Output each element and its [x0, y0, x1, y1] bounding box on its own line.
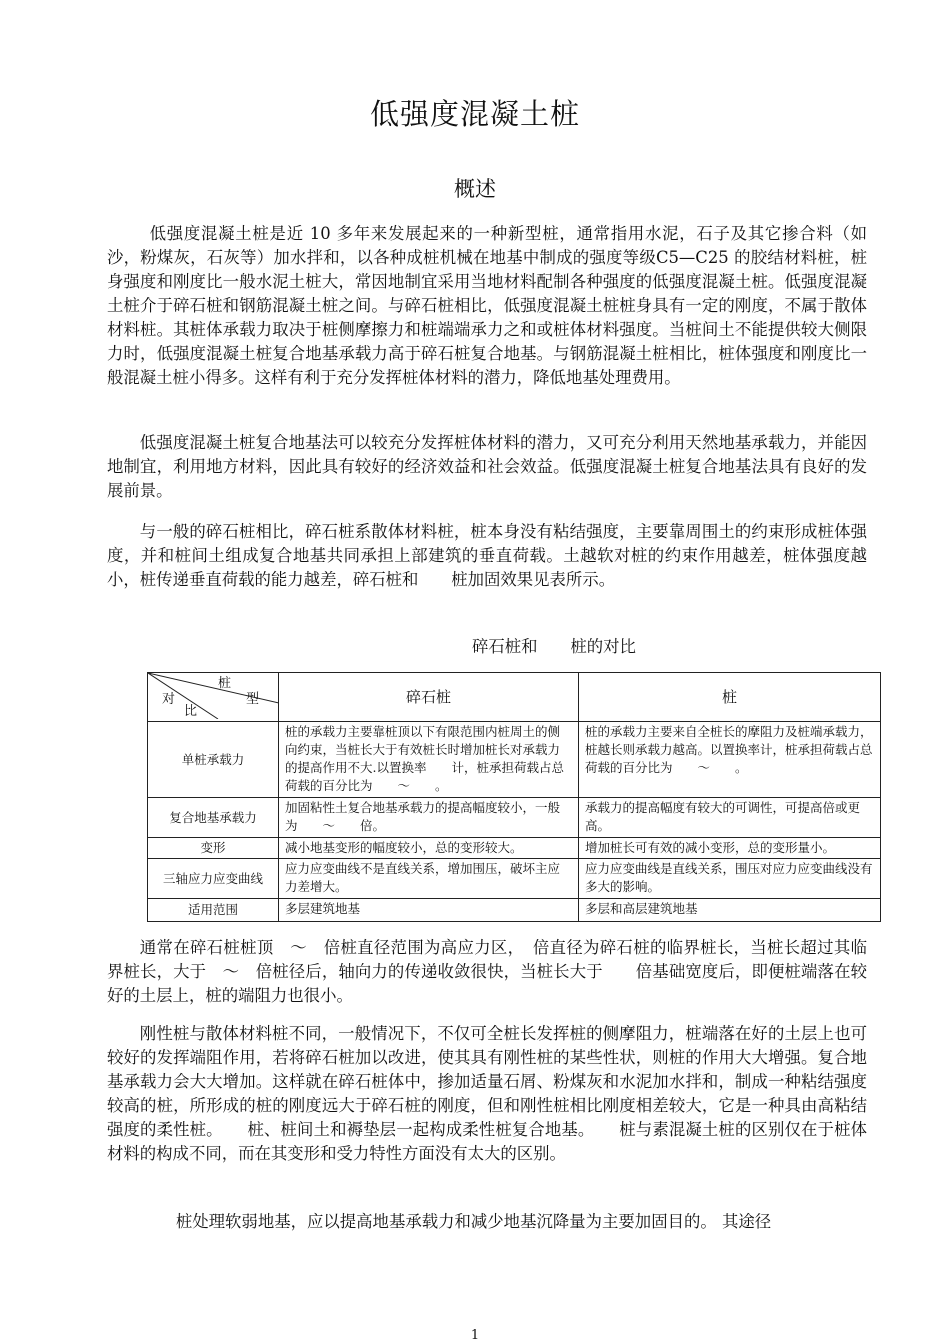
table-row — [148, 838, 881, 859]
corner-label-top: 桩 — [218, 676, 232, 691]
table-corner-cell — [148, 673, 279, 722]
corner-label-right: 型 — [246, 692, 260, 707]
paragraph-rigid-pile: 刚性桩与散体材料桩不同，一般情况下，不仅可全桩长发挥桩的侧摩阻力，桩端落在好的土层上也可较好的发挥端阻作用，若将碎石桩加以改进，使其具有刚性桩的某些性状，则桩的作用大大增强。复合地基承载力会大大增加。这样就在碎石桩体中，掺加适量石屑、粉煤灰和水泥加水拌和，制成一种粘结强度较高的桩，所形成的桩的刚度远大于碎石桩的刚度，但和刚性桩相比刚度相差较大，它是一种具由高粘结强度的柔性桩。 桩、桩间土和褥垫层一起构成柔性桩复合地基。 桩与素混凝土桩的区别仅在于桩体材料的构成不同，而在其变形和受力特性方面没有太大的区别。 — [107, 1024, 867, 1163]
cell-pile: 多层和高层建筑地基 — [579, 899, 881, 922]
cell-pile: 承载力的提高幅度有较大的可调性，可提高倍或更高。 — [579, 798, 881, 838]
cell-gravel-pile: 桩的承载力主要靠桩顶以下有限范围内桩周土的侧向约束，当桩长大于有效桩长时增加桩长对承载力的提高作用不大.以置换率 计，桩承担荷载占总荷载的百分比为 ～ 。 — [279, 722, 579, 798]
row-label: 适用范围 — [148, 899, 279, 922]
column-header-pile: 桩 — [579, 673, 881, 722]
table-row — [148, 722, 881, 798]
table-row — [148, 859, 881, 899]
cell-gravel-pile: 加固粘性土复合地基承载力的提高幅度较小，一般为 ～ 倍。 — [279, 798, 579, 838]
cell-gravel-pile: 多层建筑地基 — [279, 899, 579, 922]
cell-pile: 增加桩长可有效的减小变形，总的变形量小。 — [579, 838, 881, 859]
cell-gravel-pile: 应力应变曲线不是直线关系，增加围压，破坏主应力差增大。 — [279, 859, 579, 899]
table-caption: 碎石桩和 桩的对比 — [472, 637, 636, 656]
row-label: 三轴应力应变曲线 — [148, 859, 279, 899]
table-header-row — [148, 673, 881, 722]
document-title: 低强度混凝土桩 — [369, 97, 580, 131]
row-label: 单桩承载力 — [148, 722, 279, 798]
table-row — [148, 798, 881, 838]
comparison-table — [147, 672, 881, 922]
column-header-gravel-pile: 碎石桩 — [279, 673, 579, 722]
paragraph-benefits: 低强度混凝土桩复合地基法可以较充分发挥桩体材料的潜力，又可充分利用天然地基承载力，并能因地制宜，利用地方材料，因此具有较好的经济效益和社会效益。低强度混凝土桩复合地基法具有良好的发展前景。 — [107, 433, 867, 500]
cell-gravel-pile: 减小地基变形的幅度较小，总的变形较大。 — [279, 838, 579, 859]
row-label: 复合地基承载力 — [148, 798, 279, 838]
paragraph-comparison: 与一般的碎石桩相比，碎石桩系散体材料桩，桩本身没有粘结强度，主要靠周围土的约束形成桩体强度，并和桩间土组成复合地基共同承担上部建筑的垂直荷载。土越软对桩的约束作用越差，桩体强度越小，桩传递垂直荷载的能力越差，碎石桩和 桩加固效果见表所示。 — [107, 522, 867, 589]
cell-pile: 应力应变曲线是直线关系，围压对应力应变曲线没有多大的影响。 — [579, 859, 881, 899]
corner-label-bottom: 比 — [184, 704, 198, 719]
page-number: 1 — [470, 1328, 480, 1343]
paragraph-stress-zone: 通常在碎石桩桩顶 ～ 倍桩直径范围为高应力区， 倍直径为碎石桩的临界桩长，当桩长超过其临界桩长，大于 ～ 倍桩径后，轴向力的传递收敛很快，当桩长大于 倍基础宽度后，即便桩端落在较好的土层上，桩的端阻力也很小。 — [107, 938, 867, 1005]
cell-pile: 桩的承载力主要来自全桩长的摩阻力及桩端承载力，桩越长则承载力越高。以置换率计，桩承担荷载占总荷载的百分比为 ～ 。 — [579, 722, 881, 798]
section-heading: 概述 — [454, 177, 496, 201]
paragraph-intro: 低强度混凝土桩是近 10 多年来发展起来的一种新型桩，通常指用水泥，石子及其它掺合料（如沙，粉煤灰，石灰等）加水拌和，以各种成桩机械在地基中制成的强度等级C5—C25 的胶结材料桩，桩身强度和刚度比一般水泥土桩大，常因地制宜采用当地材料配制各种强度的低强度混凝土桩。低强度混凝土桩介于碎石桩和钢筋混凝土桩之间。与碎石桩相比，低强度混凝土桩桩身具有一定的刚度，不属于散体材料桩。其桩体承载力取决于桩侧摩擦力和桩端端承力之和或桩体材料强度。当桩间土不能提供较大侧限力时，低强度混凝土桩复合地基承载力高于碎石桩复合地基。与钢筋混凝土桩相比，桩体强度和刚度比一般混凝土桩小得多。这样有利于充分发挥桩体材料的潜力，降低地基处理费用。 — [107, 224, 867, 387]
table-row — [148, 899, 881, 922]
corner-label-left: 对 — [162, 692, 176, 707]
row-label: 变形 — [148, 838, 279, 859]
paragraph-treatment: 桩处理软弱地基，应以提高地基承载力和减少地基沉降量为主要加固目的。 其途径 — [175, 1212, 772, 1231]
